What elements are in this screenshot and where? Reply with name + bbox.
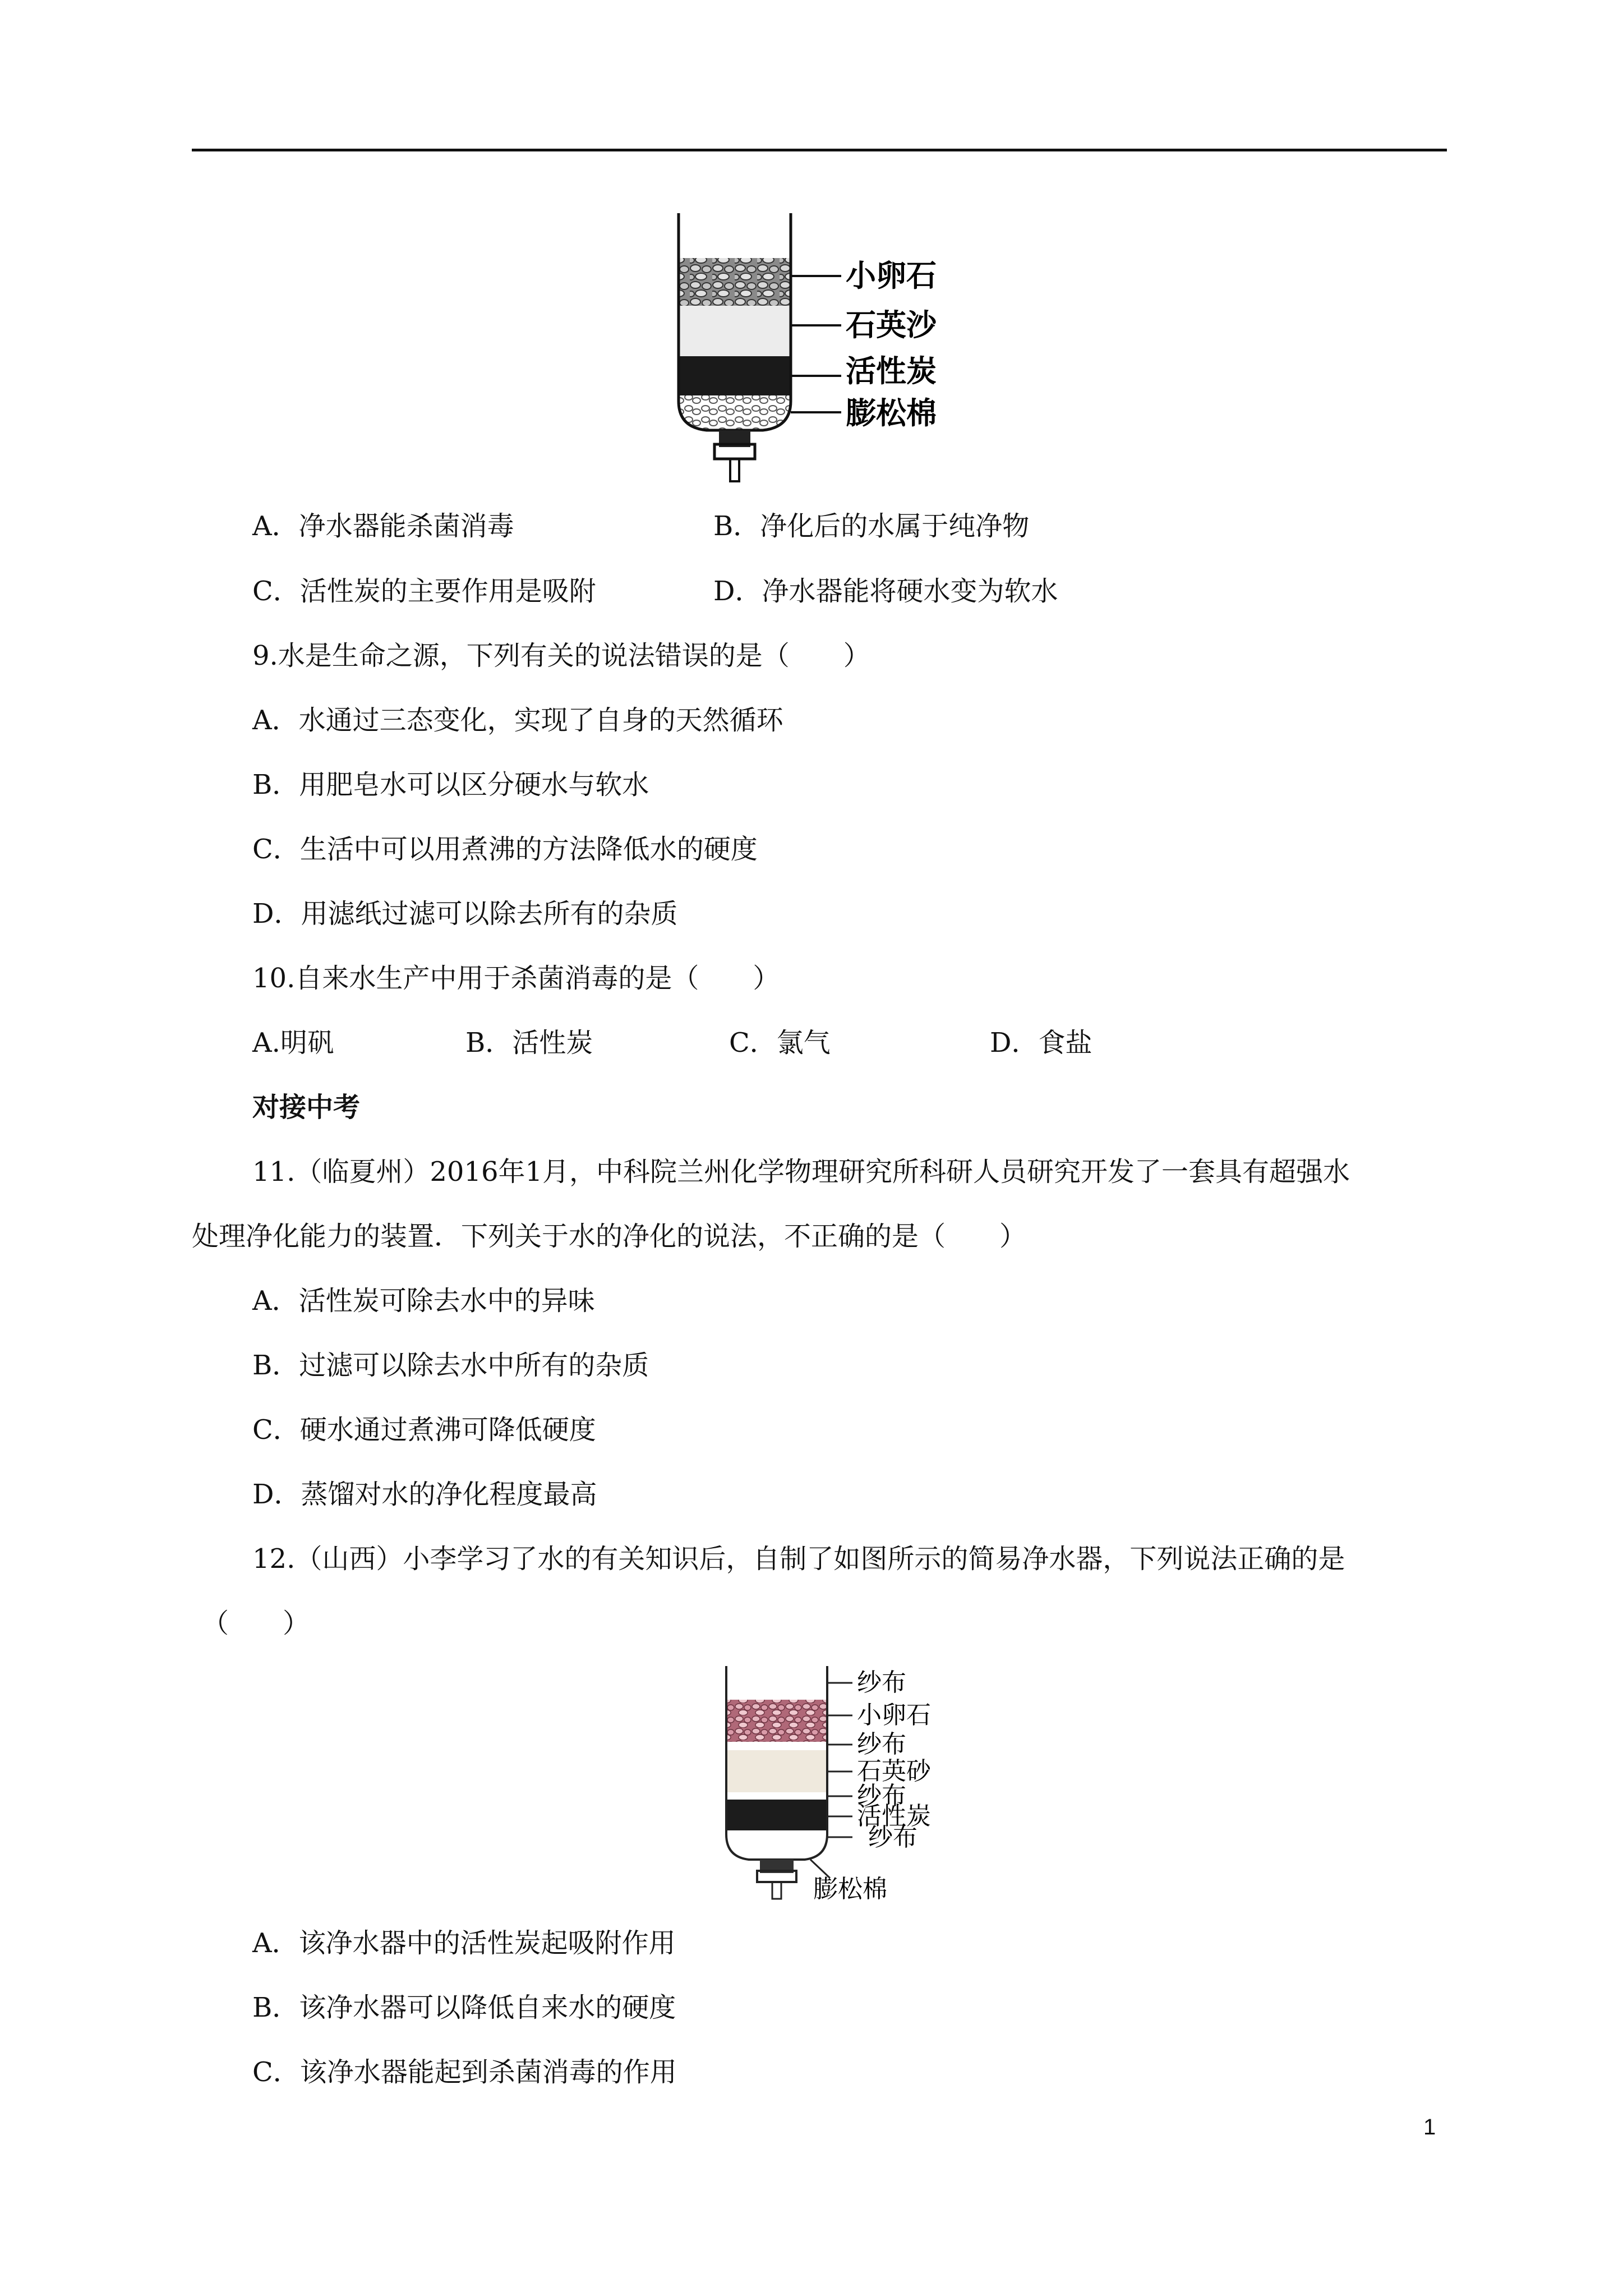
q12-option-b: B．该净水器可以降低自来水的硬度	[252, 1992, 676, 2023]
pebble-layer	[679, 258, 791, 306]
q10-option-a: A.明矾	[252, 1027, 334, 1059]
fig2-label-gauze-3: 纱布	[857, 1782, 906, 1810]
q11-option-b: B．过滤可以除去水中所有的杂质	[252, 1350, 649, 1381]
q8-option-b: B．净化后的水属于纯净物	[713, 510, 1030, 542]
q11-stem-line2: 处理净化能力的装置．下列关于水的净化的说法，不正确的是（ ）	[192, 1221, 1027, 1252]
activated-carbon-layer-2	[726, 1800, 827, 1830]
purifier-figure-1	[667, 213, 981, 482]
q9-option-d: D．用滤纸过滤可以除去所有的杂质	[252, 898, 678, 930]
fig2-label-gauze-1: 纱布	[857, 1668, 906, 1697]
q12-option-c: C．该净水器能起到杀菌消毒的作用	[252, 2056, 677, 2088]
q9-option-a: A．水通过三态变化，实现了自身的天然循环	[252, 705, 783, 736]
q8-option-d: D．净水器能将硬水变为软水	[713, 576, 1058, 607]
q12-stem-line1: 12.（山西）小李学习了水的有关知识后，自制了如图所示的简易净水器，下列说法正确的是	[252, 1543, 1345, 1575]
activated-carbon-layer	[679, 356, 791, 395]
fig2-label-cotton: 膨松棉	[813, 1875, 887, 1902]
q9-option-b: B．用肥皂水可以区分硬水与软水	[252, 769, 649, 800]
label-pebbles: 小卵石	[846, 258, 937, 293]
label-quartz-sand: 石英沙	[846, 307, 937, 343]
q11-option-a: A．活性炭可除去水中的异味	[252, 1285, 595, 1317]
q11-option-c: C．硬水通过煮沸可降低硬度	[252, 1414, 596, 1446]
q12-option-a: A．该净水器中的活性炭起吸附作用	[252, 1927, 676, 1959]
q8-option-c: C．活性炭的主要作用是吸附	[252, 576, 596, 607]
q10-option-d: D．食盐	[990, 1027, 1092, 1059]
q11-option-d: D．蒸馏对水的净化程度最高	[252, 1479, 597, 1510]
q10-stem: 10.自来水生产中用于杀菌消毒的是（ ）	[252, 963, 780, 994]
purifier-figure-2	[718, 1666, 1009, 1902]
fig2-label-quartz-sand: 石英砂	[857, 1757, 931, 1786]
fig2-label-pebbles: 小卵石	[857, 1701, 931, 1729]
q12-stem-line2: （ ）	[202, 1608, 310, 1639]
q8-option-a: A．净水器能杀菌消毒	[252, 510, 514, 542]
label-cotton: 膨松棉	[846, 395, 937, 431]
fig2-label-activated-carbon: 活性炭	[857, 1802, 931, 1830]
q9-option-c: C．生活中可以用煮沸的方法降低水的硬度	[252, 834, 758, 865]
q11-stem-line1: 11.（临夏州）2016年1月，中科院兰州化学物理研究所科研人员研究开发了一套具有超强水	[252, 1156, 1350, 1188]
quartz-sand-layer-2	[726, 1750, 827, 1792]
q10-option-c: C．氯气	[729, 1027, 831, 1059]
q9-stem: 9.水是生命之源，下列有关的说法错误的是（ ）	[252, 640, 870, 671]
cotton-layer	[679, 395, 791, 429]
label-activated-carbon: 活性炭	[846, 353, 937, 389]
pebble-layer-2	[726, 1700, 827, 1742]
fig2-label-gauze-2: 纱布	[857, 1730, 906, 1759]
page-number: 1	[1423, 2115, 1436, 2139]
header-rule	[192, 149, 1447, 151]
fig2-label-gauze-4: 纱布	[868, 1823, 917, 1852]
section-heading: 对接中考	[252, 1092, 361, 1123]
quartz-sand-layer	[679, 306, 791, 356]
q10-option-b: B．活性炭	[465, 1027, 593, 1059]
